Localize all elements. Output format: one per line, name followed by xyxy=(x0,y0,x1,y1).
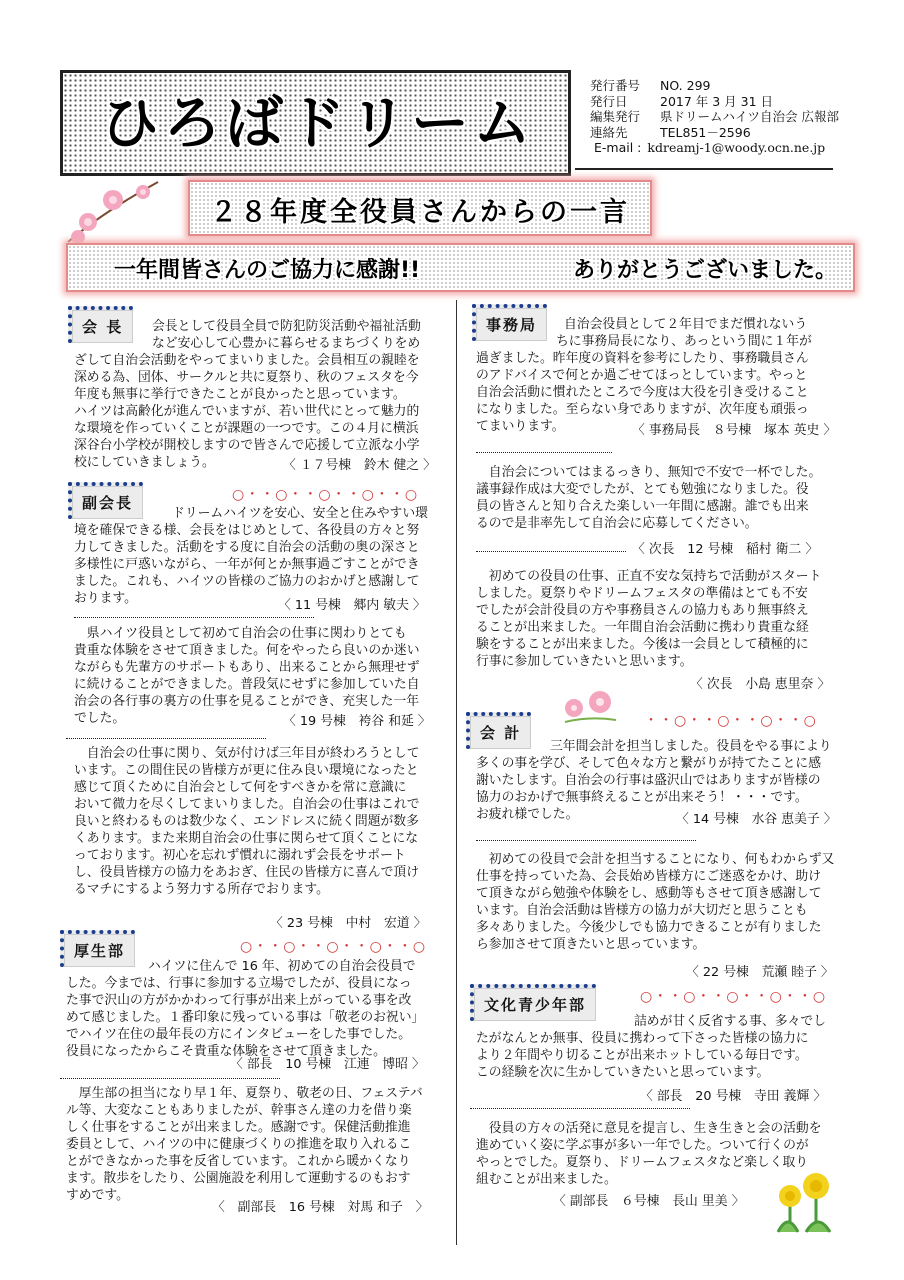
section-label-jimu: 事務局 xyxy=(472,304,547,341)
text-line: より２年間やり切ることが出来ホットしている毎日です。 xyxy=(476,1048,808,1063)
masthead xyxy=(60,70,571,176)
separator xyxy=(476,452,612,453)
kaicho-text xyxy=(74,318,421,471)
circle-decoration: ○・・○・・○・・○・・○ xyxy=(240,939,427,955)
text-line: 良いと終わるものは数少なく、エンドレスに続く問題が数多 xyxy=(74,814,419,829)
text-line: るマチにするよう努力する所存でおります。 xyxy=(74,882,329,897)
text-line: ドリームハイツを安心、安全と住みやすい環 xyxy=(172,506,428,521)
text-line: ざして自治会活動をやってまいりました。会員相互の親睦を xyxy=(74,353,420,368)
text-line: し、役員皆様方の協力をあおぎ、住民の皆様方に喜んで頂け xyxy=(74,865,420,880)
text-line: 深谷台小学校が開校しますので皆さんで応援して立派な小学 xyxy=(74,438,420,453)
text-line: て頂きながら勉強や体験をし、感動等もさせて頂き感謝して xyxy=(476,886,822,901)
text-line: 進めていく姿に学ぶ事が多い一年でした。ついて行くのが xyxy=(476,1138,809,1153)
text-line: 多くの事を学び、そして色々な方と繋がりが持てたことに感 xyxy=(476,756,822,771)
section-label-fukukaicho: 副会長 xyxy=(68,482,143,519)
signature: 〈 次長 小島 恵里奈 〉 xyxy=(690,677,831,692)
text-line: います。この間住民の皆様方が更に住み良い環境になったと xyxy=(74,763,419,778)
thanks-headline: 一年間皆さんのご協力に感謝!! xyxy=(114,258,421,283)
text-line: ら参加させて頂きたいと思っています。 xyxy=(476,937,706,952)
text-line: 組むことが出来ました。 xyxy=(476,1172,617,1187)
text-line: 年度も無事に挙行できたことが良かったと思っています。 xyxy=(74,387,406,402)
issue-no-label: 発行番号 xyxy=(590,78,641,93)
header-divider xyxy=(575,168,833,170)
sub-banner xyxy=(66,243,855,292)
text-line: 行事に参加していきたいと思います。 xyxy=(476,654,693,669)
text-line: 自治会活動に慣れたところで今度は大役を引き受けること xyxy=(476,385,809,400)
text-line: とができなかった事を反省しています。これから暖かくなり xyxy=(66,1154,411,1169)
email-label: E-mail : xyxy=(594,140,642,155)
text-line: っております。初心を忘れず慣れに溺れず会長をサポート xyxy=(74,848,406,863)
fukukaicho-text xyxy=(74,505,428,607)
dandelion-icon xyxy=(768,1168,840,1236)
section-label-kosei: 厚生部 xyxy=(60,930,135,967)
circle-decoration: ○・・○・・○・・○・・○ xyxy=(640,989,827,1005)
text-line: 校にしていきましょう。 xyxy=(74,455,215,470)
tel: TEL851－2596 xyxy=(660,124,751,140)
text-line: 初めての役員の仕事、正直不安な気持ちで活動がスタート xyxy=(476,569,822,584)
fukukaicho3-text xyxy=(74,745,420,898)
text-line: など安心して心豊かに暮らせるまちづくりをめ xyxy=(152,336,421,351)
section-label-kaikei: 会 計 xyxy=(466,712,531,749)
section-label-kaicho: 会 長 xyxy=(68,306,133,343)
text-line: 役員の方々の活発に意見を提言し、生き生きと会の活動を xyxy=(476,1121,822,1136)
text-line: おいて微力を尽くしてまいりました。自治会の仕事はこれで xyxy=(74,797,420,812)
separator xyxy=(476,840,696,841)
issue-meta xyxy=(590,78,890,156)
issue-date: 2017 年 3 月 31 日 xyxy=(660,93,774,109)
separator xyxy=(60,1078,280,1079)
text-line: 過ぎました。昨年度の資料を参考にしたり、事務職員さん xyxy=(476,351,809,366)
text-line: 厚生部の担当になり早１年、夏祭り、敬老の日、フェステバ xyxy=(66,1086,423,1101)
text-line: 多々ありました。今後少しでも協力できることが有りました xyxy=(476,920,822,935)
text-line: 員の皆さんと知り合えた楽しい一年間に感謝。誰でも出来 xyxy=(476,499,809,514)
jimu2-text xyxy=(476,464,821,532)
text-line: しく仕事をすることが出来ました。感謝です。保健活動推進 xyxy=(66,1120,411,1135)
separator xyxy=(74,617,314,618)
jimu-text xyxy=(476,316,812,435)
text-line: この経験を次に生かしていきたいと思っています。 xyxy=(476,1065,770,1080)
signature: 〈 23 号棟 中村 宏道 〉 xyxy=(270,916,427,931)
text-line: 境を確保できる様、会長をはじめとして、各役員の方々と努 xyxy=(74,523,420,538)
text-line: ちに事務局長になり、あっという間に１年が xyxy=(556,334,812,349)
text-line: 自治会役員として２年目でまだ慣れないう xyxy=(564,317,808,332)
text-line: います。自治会活動は皆様方の協力が大切だと思うことも xyxy=(476,903,808,918)
date-label: 発行日 xyxy=(590,93,628,109)
signature: 〈 副部長 ６号棟 長山 里美 〉 xyxy=(553,1194,745,1209)
signature: 〈 11 号棟 郷内 敏夫 〉 xyxy=(278,598,426,613)
signature: 〈 副部長 16 号棟 対馬 和子 〉 xyxy=(212,1200,429,1215)
text-line: 役員になったからこそ貴重な体験をさせて頂きました。 xyxy=(66,1044,386,1059)
signature: 〈 22 号棟 荒瀬 睦子 〉 xyxy=(686,965,834,980)
issue-no: NO. 299 xyxy=(660,78,711,93)
text-line: おります。 xyxy=(74,591,137,606)
signature: 〈 部長 10 号棟 江連 博昭 〉 xyxy=(230,1057,425,1072)
text-line: るので是非率先して自治会に応募してください。 xyxy=(476,516,758,531)
main-banner xyxy=(188,180,652,236)
publisher-label: 編集発行 xyxy=(590,109,641,124)
text-line: 自治会の仕事に関り、気が付けば三年目が終わろうとして xyxy=(74,746,420,761)
separator xyxy=(66,738,266,739)
text-line: た事で沢山の方がかかわって行事が出来上がっている事を改 xyxy=(66,993,412,1008)
main-headline: ２８年度全役員さんからの一言 xyxy=(210,197,630,228)
circle-decoration: ・・○・・○・・○・・○ xyxy=(644,713,817,729)
signature: 〈 事務局長 ８号棟 塚本 英史 〉 xyxy=(632,423,837,438)
jimu3-text xyxy=(476,568,821,670)
text-line: 自治会についてはまるっきり、無知で不安で一杯でした。 xyxy=(476,465,822,480)
text-line: 深める為、団体、サークルと共に夏祭り、秋のフェスタを今 xyxy=(74,370,419,385)
text-line: 会長として役員全員で防犯防災活動や福祉活動 xyxy=(152,319,421,334)
text-line: めて感じました。１番印象に残っている事は「敬老のお祝い」 xyxy=(66,1010,425,1025)
text-line: お疲れ様でした。 xyxy=(476,807,579,822)
text-line: 三年間会計を担当しました。役員をやる事により xyxy=(550,739,832,754)
text-line: 感じて頂くために自治会として何をすべきかを常に意識に xyxy=(74,780,407,795)
signature: 〈 19 号棟 袴谷 和延 〉 xyxy=(283,714,431,729)
text-line: でした。 xyxy=(74,711,126,726)
text-line: ハイツに住んで 16 年、初めての自治会役員で xyxy=(148,959,416,974)
kaikei2-text xyxy=(476,851,834,953)
column-divider xyxy=(456,300,457,1245)
text-line: たがなんとか無事、役員に携わって下さった皆様の協力に xyxy=(476,1031,809,1046)
text-line: ながらも先輩方のサポートもあり、出来ることから無理せず xyxy=(74,660,420,675)
text-line: な環境を作っていくことが課題の一つです。この４月に横浜 xyxy=(74,421,419,436)
text-line: 協力のおかげで無事終えることが出来そう！・・・です。 xyxy=(476,790,808,805)
bunka-text xyxy=(476,1013,826,1081)
text-line: 力してきました。活動をする度に自治会の活動の奥の深さと xyxy=(74,540,420,555)
text-line: ます。散歩をしたり、公園施設を利用して運動するのもおす xyxy=(66,1171,411,1186)
publisher: 県ドリームハイツ自治会 広報部 xyxy=(660,109,839,124)
separator xyxy=(476,551,626,552)
newsletter-title: ひろばドリーム xyxy=(101,89,536,157)
text-line: 験をすることが出来ました。今後は一会員として積極的に xyxy=(476,637,809,652)
signature: 〈 次長 12 号棟 稲村 衛二 〉 xyxy=(632,542,819,557)
gratitude-headline: ありがとうございました。 xyxy=(573,258,838,283)
text-line: ました。これも、ハイツの皆様のご協力のおかげと感謝して xyxy=(74,574,420,589)
text-line: 詰めが甘く反省する事、多々でし xyxy=(634,1014,826,1029)
text-line: 貴重な体験をさせて頂きました。何をやったら良いのか迷い xyxy=(74,643,420,658)
text-line: でしたが会計役員の方や事務員さんの協力もあり無事終え xyxy=(476,603,809,618)
text-line: した。今までは、行事に参加する立場でしたが、役員になっ xyxy=(66,976,412,991)
text-line: ることが出来ました。一年間自治会活動に携わり貴重な経 xyxy=(476,620,809,635)
text-line: 初めての役員で会計を担当することになり、何もわからず又 xyxy=(476,852,835,867)
cherry-blossom-icon xyxy=(58,172,168,252)
section-label-bunka: 文化青少年部 xyxy=(470,984,596,1021)
text-line: しました。夏祭りやドリームフェスタの準備はとても不安 xyxy=(476,586,808,601)
text-line: てまいります。 xyxy=(476,419,565,434)
blossom-icon xyxy=(560,686,620,728)
text-line: に続けることができました。普段気にせずに参加していた自 xyxy=(74,677,420,692)
text-line: すめです。 xyxy=(66,1188,129,1203)
text-line: くあります。また来期自治会の仕事に関らせて頂くことにな xyxy=(74,831,419,846)
kosei2-text xyxy=(66,1085,423,1204)
text-line: のアドバイスで何とか過ごせてほっとしています。やっと xyxy=(476,368,808,383)
text-line: 仕事を持っていた為、会長始め皆様方にご迷惑をかけ、助け xyxy=(476,869,822,884)
email[interactable]: kdreamj-1@woody.ocn.ne.jp xyxy=(647,140,826,155)
text-line: ハイツは高齢化が進んでいますが、若い世代にとって魅力的 xyxy=(74,404,420,419)
text-line: でハイツ在住の最年長の方にインタビューをした事でした。 xyxy=(66,1027,412,1042)
text-line: 治会の各行事の裏方の仕事を見ることができ、充実した一年 xyxy=(74,694,420,709)
text-line: 多様性に戸惑いながら、一年が何とか無事過ごすことができ xyxy=(74,557,420,572)
text-line: 委員として、ハイツの中に健康づくりの推進を取り入れるこ xyxy=(66,1137,412,1152)
separator xyxy=(470,1108,690,1109)
kosei-text xyxy=(66,958,424,1060)
circle-decoration: ○・・○・・○・・○・・○ xyxy=(232,487,419,503)
text-line: 議事録作成は大変でしたが、とても勉強になりました。役 xyxy=(476,482,809,497)
text-line: になりました。至らない身でありますが、次年度も頑張っ xyxy=(476,402,809,417)
text-line: ル等、大変なこともありましたが、幹事さん達の力を借り楽 xyxy=(66,1103,412,1118)
text-line: やっとでした。夏祭り、ドリームフェスタなど楽しく取り xyxy=(476,1155,809,1170)
signature: 〈 14 号棟 水谷 恵美子 〉 xyxy=(676,812,837,827)
signature: 〈 部長 20 号棟 寺田 義輝 〉 xyxy=(640,1089,827,1104)
text-line: 謝いたします。自治会の行事は盛沢山ではありますが皆様の xyxy=(476,773,821,788)
text-line: 県ハイツ役員として初めて自治会の仕事に関わりとても xyxy=(74,626,407,641)
contact-label: 連絡先 xyxy=(590,124,628,140)
signature: 〈 １７号棟 鈴木 健之 〉 xyxy=(283,458,436,473)
